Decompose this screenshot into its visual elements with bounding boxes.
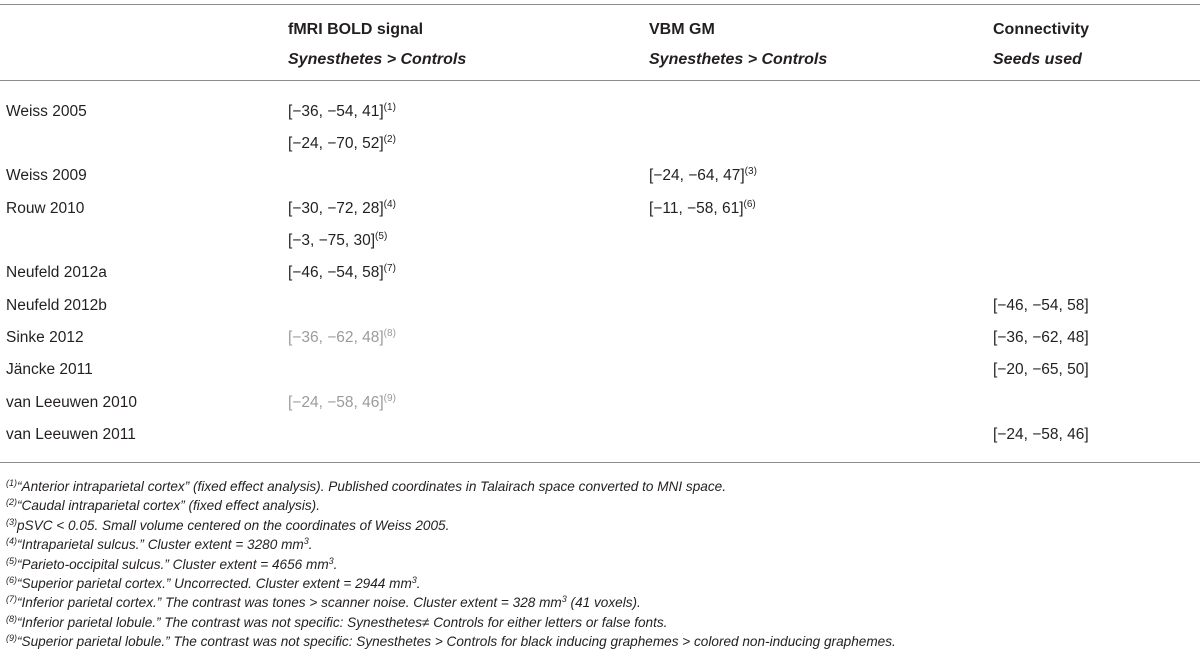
study-name-text: Weiss 2005 bbox=[6, 103, 87, 120]
footnote bbox=[6, 496, 896, 515]
unit-exponent: 3 bbox=[303, 536, 309, 547]
footnote-number: (8) bbox=[6, 613, 17, 624]
bold-coordinates bbox=[288, 328, 396, 348]
study-name-text: Neufeld 2012a bbox=[6, 264, 107, 281]
footnote bbox=[6, 477, 896, 496]
study-name bbox=[6, 166, 87, 186]
footnote-marker: (8) bbox=[383, 328, 396, 339]
table-row bbox=[0, 328, 1200, 360]
connectivity-seed bbox=[993, 328, 1089, 348]
study-name bbox=[6, 102, 87, 122]
table-row bbox=[0, 425, 1200, 457]
study-name-text: Jäncke 2011 bbox=[6, 361, 93, 378]
study-name bbox=[6, 263, 107, 283]
vbm-coordinates bbox=[649, 199, 756, 219]
bold-coordinates bbox=[288, 393, 396, 413]
study-name bbox=[6, 328, 84, 348]
study-name-text: Neufeld 2012b bbox=[6, 297, 107, 314]
study-name-text: Sinke 2012 bbox=[6, 329, 84, 346]
bold-coordinates bbox=[288, 134, 396, 154]
connectivity-seed-text: [−46, −54, 58] bbox=[993, 297, 1089, 314]
study-name bbox=[6, 296, 107, 316]
header-connectivity-title: Connectivity bbox=[993, 21, 1090, 38]
study-name bbox=[6, 199, 84, 219]
bold-coordinates-text: [−24, −58, 46] bbox=[288, 394, 384, 411]
footnote bbox=[6, 593, 896, 612]
footnote-number: (1) bbox=[6, 478, 17, 488]
footnote-marker: (5) bbox=[375, 231, 388, 242]
footnote-text: “Caudal intraparietal cortex” (fixed effect analysis). bbox=[17, 498, 320, 514]
table-row bbox=[0, 296, 1200, 328]
table-row bbox=[0, 393, 1200, 425]
footnote-number: (3) bbox=[6, 516, 17, 527]
footnote-marker: (6) bbox=[743, 199, 756, 210]
footnote-marker: (7) bbox=[383, 263, 396, 274]
study-name-text: Weiss 2009 bbox=[6, 167, 87, 184]
vbm-coordinates-text: [−11, −58, 61] bbox=[649, 200, 744, 217]
footnote-text-end: (41 voxels). bbox=[566, 595, 641, 611]
study-name bbox=[6, 360, 93, 380]
connectivity-seed-text: [−20, −65, 50] bbox=[993, 361, 1089, 378]
bold-coordinates-text: [−46, −54, 58] bbox=[288, 264, 384, 281]
connectivity-seed-text: [−36, −62, 48] bbox=[993, 329, 1089, 346]
footnote bbox=[6, 613, 896, 632]
table-row bbox=[0, 360, 1200, 392]
footnote-marker: (9) bbox=[383, 393, 396, 404]
footnote bbox=[6, 555, 896, 574]
top-rule bbox=[0, 4, 1200, 5]
header-rule bbox=[0, 80, 1200, 81]
footnote-marker: (1) bbox=[383, 102, 396, 113]
header-vbm-subtitle: Synesthetes > Controls bbox=[649, 51, 828, 68]
unit-exponent: 3 bbox=[411, 574, 417, 585]
footnote-number: (9) bbox=[6, 633, 17, 644]
footnote-number: (4) bbox=[6, 536, 17, 547]
footnote-text: “Parieto-occipital sulcus.” Cluster extent = 4656 mm bbox=[17, 556, 329, 572]
header-fmri-subtitle: Synesthetes > Controls bbox=[288, 51, 467, 68]
vbm-coordinates bbox=[649, 166, 757, 186]
footnote-text: “Superior parietal cortex.” Uncorrected. Cluster extent = 2944 mm bbox=[17, 575, 412, 591]
connectivity-seed-text: [−24, −58, 46] bbox=[993, 426, 1089, 443]
table-row bbox=[0, 134, 1200, 166]
footnote-number: (2) bbox=[6, 497, 17, 508]
footnote bbox=[6, 516, 896, 535]
study-name-text: Rouw 2010 bbox=[6, 200, 85, 217]
footnote bbox=[6, 574, 896, 593]
study-name-text: van Leeuwen 2011 bbox=[6, 426, 136, 443]
footnote-text-end: . bbox=[333, 556, 338, 572]
bold-coordinates bbox=[288, 102, 396, 122]
bottom-rule bbox=[0, 462, 1200, 463]
bold-coordinates-text: [−36, −62, 48] bbox=[288, 329, 384, 346]
footnote-number: (7) bbox=[6, 594, 17, 605]
header-fmri-title: fMRI BOLD signal bbox=[288, 21, 424, 38]
footnote-number: (5) bbox=[6, 555, 17, 566]
footnote-text-end: . bbox=[308, 537, 313, 553]
unit-exponent: 3 bbox=[561, 594, 567, 605]
footnote-marker: (3) bbox=[744, 166, 757, 177]
bold-coordinates bbox=[288, 263, 396, 283]
bold-coordinates-text: [−3, −75, 30] bbox=[288, 232, 376, 249]
connectivity-seed bbox=[993, 296, 1089, 316]
table-row bbox=[0, 263, 1200, 295]
bold-coordinates bbox=[288, 199, 396, 219]
table-row bbox=[0, 199, 1200, 231]
footnote-text: “Superior parietal lobule.” The contrast was not specific: Synesthetes > Controls for black inducing graphemes > colored non-inducing graphemes. bbox=[17, 634, 896, 650]
study-name-text: van Leeuwen 2010 bbox=[6, 394, 138, 411]
connectivity-seed bbox=[993, 360, 1089, 380]
unit-exponent: 3 bbox=[328, 555, 334, 566]
footnotes bbox=[6, 477, 896, 652]
footnote-text: “Intraparietal sulcus.” Cluster extent = 3280 mm bbox=[17, 537, 304, 553]
table-row bbox=[0, 102, 1200, 134]
table-row bbox=[0, 231, 1200, 263]
footnote-marker: (2) bbox=[383, 134, 396, 145]
bold-coordinates bbox=[288, 231, 387, 251]
bold-coordinates-text: [−36, −54, 41] bbox=[288, 103, 384, 120]
study-name bbox=[6, 393, 137, 413]
connectivity-seed bbox=[993, 425, 1089, 445]
footnote bbox=[6, 535, 896, 554]
footnote-text: pSVC < 0.05. Small volume centered on the coordinates of Weiss 2005. bbox=[17, 517, 450, 533]
vbm-coordinates-text: [−24, −64, 47] bbox=[649, 167, 745, 184]
footnote-number: (6) bbox=[6, 574, 17, 585]
footnote-text: “Inferior parietal cortex.” The contrast was tones > scanner noise. Cluster extent = 328 mm bbox=[17, 595, 562, 611]
header-connectivity-subtitle: Seeds used bbox=[993, 51, 1082, 68]
study-name bbox=[6, 425, 136, 445]
footnote-marker: (4) bbox=[383, 199, 396, 210]
footnote-text-end: . bbox=[416, 575, 421, 591]
footnote-text: “Anterior intraparietal cortex” (fixed effect analysis). Published coordinates in Talairach space converted to MNI space. bbox=[17, 479, 726, 494]
footnote-text: “Inferior parietal lobule.” The contrast was not specific: Synesthetes≠ Controls for either letters or false fonts. bbox=[17, 614, 668, 630]
header-vbm-title: VBM GM bbox=[649, 21, 715, 38]
table-row bbox=[0, 166, 1200, 198]
bold-coordinates-text: [−30, −72, 28] bbox=[288, 200, 384, 217]
bold-coordinates-text: [−24, −70, 52] bbox=[288, 135, 384, 152]
footnote bbox=[6, 632, 896, 651]
